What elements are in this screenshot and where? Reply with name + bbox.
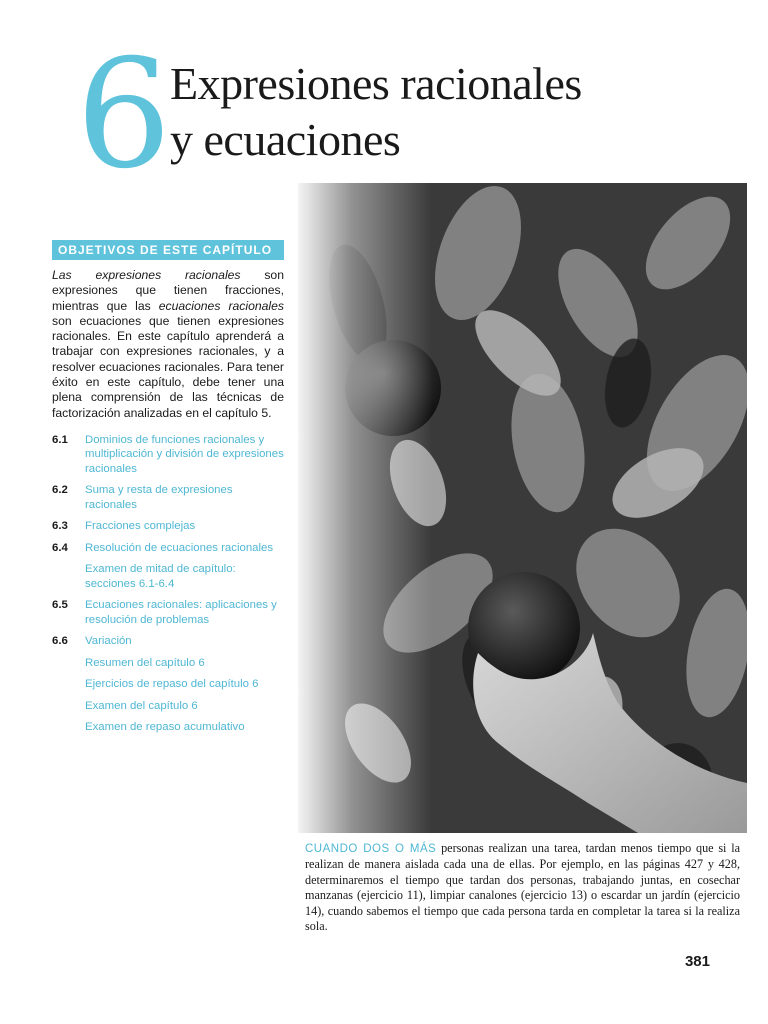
section-number	[52, 720, 85, 735]
section-link[interactable]: Ecuaciones racionales: aplicaciones y resolución de problemas	[85, 599, 277, 626]
chapter-title-line-2: y ecuaciones	[170, 114, 401, 166]
intro-term-rational-expressions: Las expresiones racionales	[52, 268, 241, 282]
section-link[interactable]: Fracciones complejas	[85, 520, 196, 533]
section-number: 6.5	[52, 599, 68, 612]
intro-text-2: son ecuaciones que tienen expresiones racionales. En este capítulo aprenderá a trabajar con expresiones racionales, y a resolver ecuaciones racionales. Para tener éxito en este capítulo, debe tener una plena comprensión de las técnicas de factorización analizadas en el capítulo 5.	[52, 313, 284, 420]
section-item[interactable]	[52, 598, 284, 627]
section-number: 6.1	[52, 433, 68, 446]
chapter-number: 6	[76, 28, 172, 202]
section-number	[52, 562, 85, 591]
section-link[interactable]: Examen del capítulo 6	[85, 699, 198, 712]
chapter-title	[170, 56, 582, 168]
chapter-title-line-1: Expresiones racionales	[170, 58, 582, 109]
section-item[interactable]	[52, 634, 284, 649]
section-number	[52, 699, 85, 714]
section-item[interactable]	[52, 677, 284, 692]
section-number	[52, 656, 85, 671]
objectives-intro	[52, 268, 284, 421]
section-item[interactable]	[52, 519, 284, 534]
section-number: 6.2	[52, 484, 68, 497]
section-number: 6.4	[52, 541, 68, 554]
section-item[interactable]	[52, 699, 284, 714]
section-number	[52, 677, 85, 692]
section-item[interactable]	[52, 656, 284, 671]
objectives-header: OBJETIVOS DE ESTE CAPÍTULO	[52, 240, 284, 260]
section-link[interactable]: Examen de mitad de capítulo: secciones 6.1-6.4	[85, 563, 236, 590]
page-number: 381	[684, 953, 710, 970]
section-link[interactable]: Resolución de ecuaciones racionales	[85, 541, 274, 554]
section-link[interactable]: Resumen del capítulo 6	[85, 656, 205, 669]
photo-caption	[305, 841, 740, 934]
section-link[interactable]: Suma y resta de expresiones racionales	[85, 484, 233, 511]
section-item[interactable]	[52, 433, 284, 477]
section-link[interactable]: Dominios de funciones racionales y multiplicación y división de expresiones racionales	[85, 433, 284, 475]
section-number: 6.6	[52, 635, 68, 648]
intro-text-1: son expresiones que tienen fracciones, mientras que las	[52, 268, 284, 313]
chapter-objectives	[52, 240, 284, 742]
section-item[interactable]	[52, 562, 284, 591]
section-link[interactable]: Variación	[85, 635, 132, 648]
section-link[interactable]: Ejercicios de repaso del capítulo 6	[85, 678, 259, 691]
section-list	[52, 433, 284, 735]
caption-text: personas realizan una tarea, tardan menos tiempo que si la realizan de manera aislada cada una de ellas. Por ejemplo, en las páginas 427 y 428, determinaremos el tiempo que tardan dos personas, trabajando juntas, en cosechar manzanas (ejercicio 11), limpiar canalones (ejercicio 13) o escardar un jardín (ejercicio 14), cuando sabemos el tiempo que cada persona tarda en completar la tarea si la realiza sola.	[305, 841, 740, 934]
section-number: 6.3	[52, 520, 68, 533]
section-item[interactable]	[52, 720, 284, 735]
apple-picking-photo	[298, 183, 747, 833]
intro-term-rational-equations: ecuaciones racionales	[158, 298, 284, 313]
section-item[interactable]	[52, 483, 284, 512]
section-item[interactable]	[52, 541, 284, 556]
section-link[interactable]: Examen de repaso acumulativo	[85, 721, 245, 734]
caption-lead: CUANDO DOS O MÁS	[305, 843, 437, 855]
